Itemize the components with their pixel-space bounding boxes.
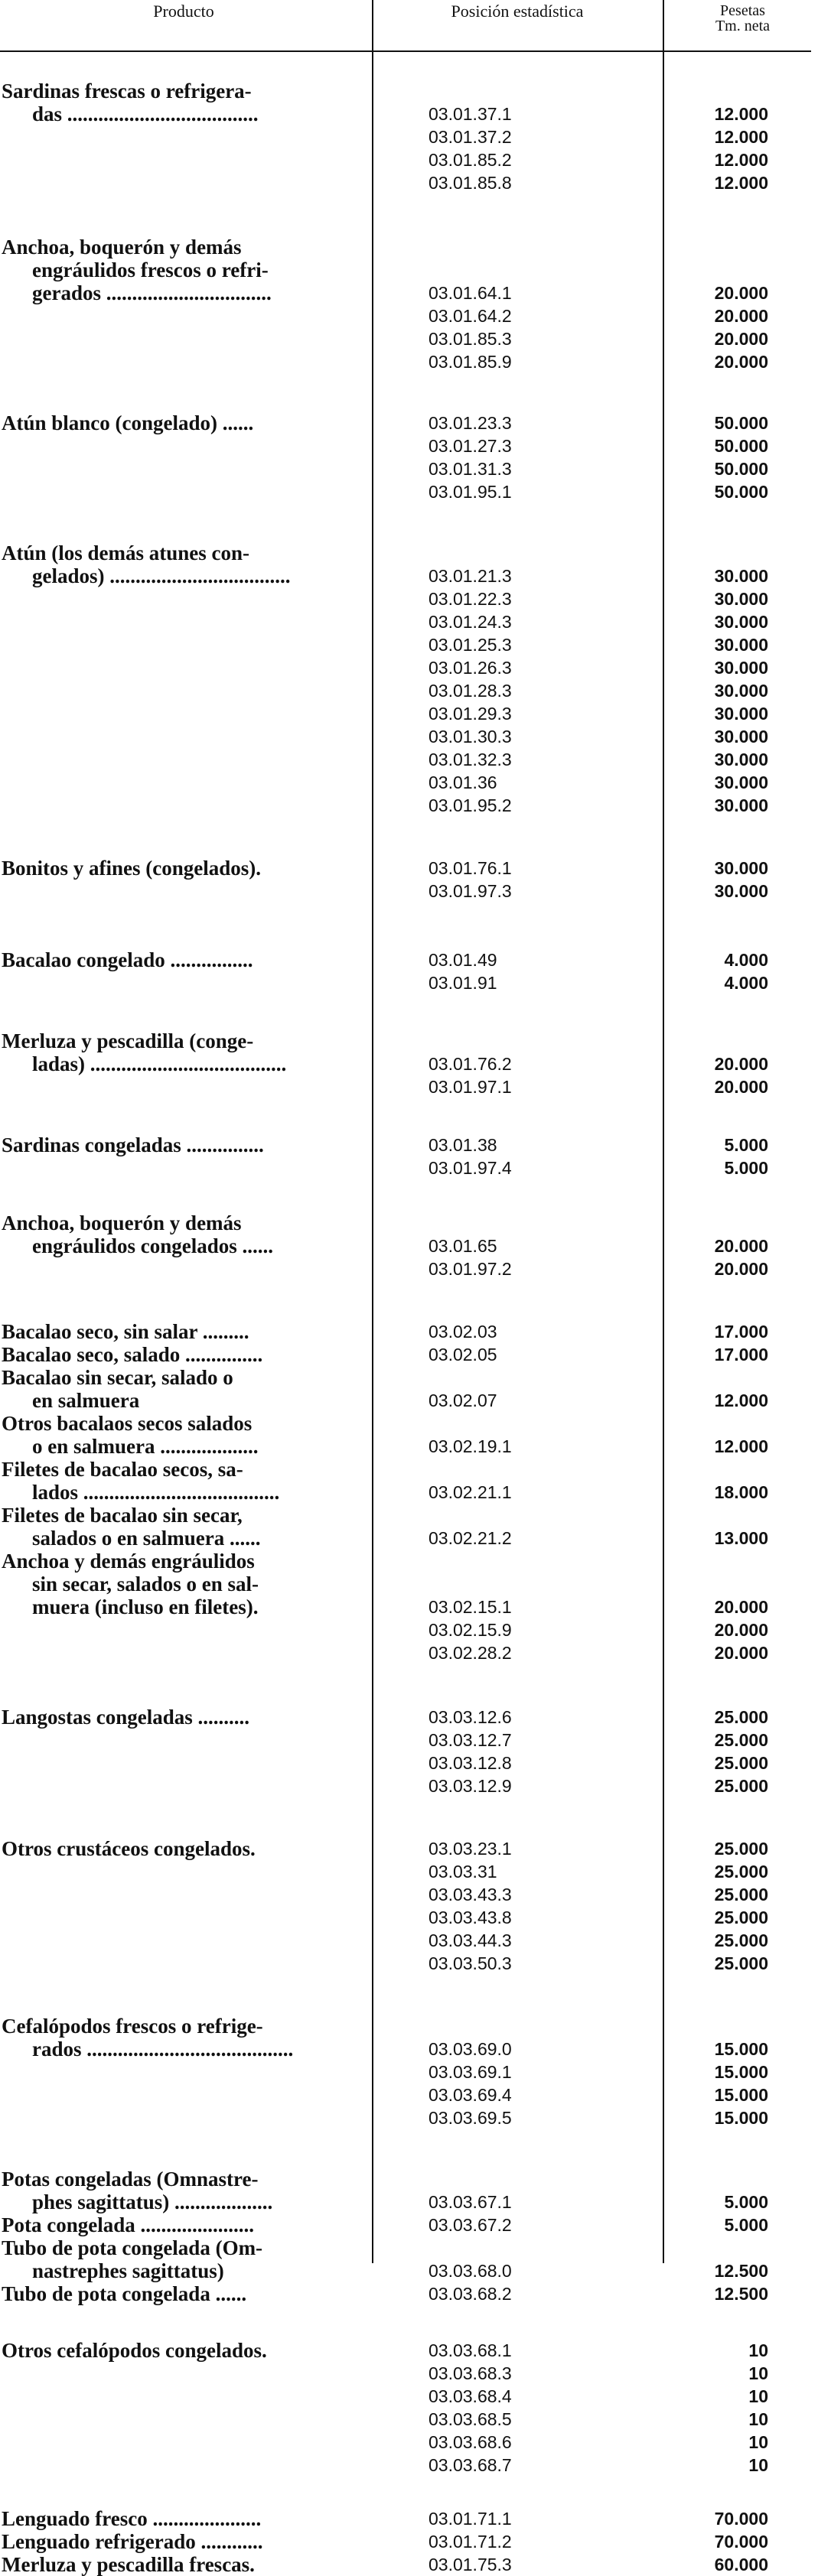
product-group [0, 80, 818, 194]
product-name [2, 1029, 363, 1075]
product-name [2, 1320, 363, 1343]
pesetas-value: 15.000 [714, 2039, 768, 2059]
statistical-position: 03.01.64.1 [429, 283, 512, 303]
product-name-line: sin secar, salados o en sal- [32, 1573, 259, 1595]
statistical-position: 03.03.68.0 [429, 2261, 512, 2281]
statistical-position: 03.03.43.8 [429, 1908, 512, 1927]
product-name-line: en salmuera [32, 1389, 140, 1412]
product-name-line: Anchoa, boquerón y demás [2, 236, 242, 259]
product-name-line: Langostas congeladas .......... [2, 1706, 250, 1729]
pesetas-value: 30.000 [714, 772, 768, 792]
statistical-position: 03.01.29.3 [429, 704, 512, 724]
statistical-position: 03.01.25.3 [429, 635, 512, 655]
product-name-line: Lenguado fresco ..................... [2, 2507, 262, 2530]
pesetas-values [673, 1706, 768, 1797]
statistical-position: 03.01.91 [429, 973, 497, 993]
pesetas-values [673, 2530, 768, 2553]
statistical-positions [429, 1134, 597, 1179]
pesetas-value: 30.000 [714, 681, 768, 701]
statistical-positions [429, 2282, 597, 2305]
product-name-line: Bacalao congelado ................ [2, 948, 253, 971]
product-name [2, 1458, 363, 1504]
statistical-positions [429, 948, 597, 994]
pesetas-value: 12.000 [714, 1390, 768, 1410]
statistical-positions [429, 1837, 597, 1975]
product-name [2, 1412, 363, 1458]
pesetas-values [673, 2282, 768, 2305]
statistical-positions [429, 1706, 597, 1797]
product-name [2, 1504, 363, 1550]
pesetas-value: 30.000 [714, 795, 768, 815]
pesetas-value: 20.000 [714, 1236, 768, 1256]
statistical-positions [429, 102, 597, 194]
statistical-position: 03.01.23.3 [429, 413, 512, 433]
pesetas-value: 30.000 [714, 658, 768, 678]
statistical-position: 03.03.12.9 [429, 1776, 512, 1796]
pesetas-value: 10 [748, 2409, 768, 2429]
pesetas-value: 10 [748, 2340, 768, 2360]
statistical-position: 03.02.07 [429, 1390, 497, 1410]
pesetas-value: 20.000 [714, 306, 768, 326]
product-name-line: Sardinas frescas o refrigera- [2, 80, 252, 102]
pesetas-value: 13.000 [714, 1528, 768, 1548]
product-group [0, 2507, 818, 2530]
product-name-line: Tubo de pota congelada (Om- [2, 2236, 263, 2259]
statistical-positions [429, 411, 597, 503]
statistical-positions [429, 857, 597, 903]
pesetas-value: 20.000 [714, 1643, 768, 1663]
pesetas-value: 30.000 [714, 589, 768, 609]
pesetas-value: 25.000 [714, 1930, 768, 1950]
header-unit-label: Tm. neta [715, 18, 771, 34]
pesetas-value: 20.000 [714, 352, 768, 372]
pesetas-value: 60.000 [714, 2555, 768, 2574]
statistical-position: 03.01.76.2 [429, 1054, 512, 1074]
pesetas-value: 20.000 [714, 1054, 768, 1074]
product-name [2, 2282, 363, 2305]
product-group [0, 2015, 818, 2129]
statistical-position: 03.01.85.9 [429, 352, 512, 372]
product-name-line: Sardinas congeladas ............... [2, 1134, 264, 1156]
product-group [0, 1706, 818, 1797]
statistical-position: 03.03.68.5 [429, 2409, 512, 2429]
pesetas-value: 12.000 [714, 104, 768, 124]
product-group [0, 2213, 818, 2236]
statistical-position: 03.03.12.6 [429, 1707, 512, 1727]
header-pesetas [667, 0, 818, 49]
statistical-position: 03.03.68.3 [429, 2363, 512, 2383]
product-name-line: Lenguado refrigerado ............ [2, 2530, 263, 2553]
product-name [2, 948, 363, 971]
statistical-position: 03.02.15.1 [429, 1597, 512, 1617]
pesetas-value: 4.000 [724, 973, 768, 993]
header-pesetas-label: Pesetas [720, 2, 765, 19]
statistical-position: 03.01.95.1 [429, 482, 512, 502]
statistical-position: 03.03.12.7 [429, 1730, 512, 1750]
product-name [2, 1212, 363, 1257]
product-group [0, 2282, 818, 2305]
product-name-line: Atún (los demás atunes con- [2, 542, 250, 564]
product-name-line: nastrephes sagittatus) [32, 2259, 224, 2282]
statistical-position: 03.01.38 [429, 1135, 497, 1155]
statistical-position: 03.01.26.3 [429, 658, 512, 678]
product-name [2, 857, 363, 880]
product-name-line: Pota congelada ...................... [2, 2213, 254, 2236]
statistical-position: 03.03.43.3 [429, 1885, 512, 1904]
statistical-position: 03.01.75.3 [429, 2555, 512, 2574]
pesetas-value: 4.000 [724, 950, 768, 970]
pesetas-values [673, 2553, 768, 2576]
pesetas-value: 30.000 [714, 858, 768, 878]
product-name-line: Potas congeladas (Omnastre- [2, 2168, 259, 2191]
pesetas-value: 25.000 [714, 1862, 768, 1882]
statistical-position: 03.03.12.8 [429, 1753, 512, 1773]
product-group [0, 1412, 818, 1458]
product-name [2, 2553, 363, 2576]
pesetas-values [673, 564, 768, 817]
pesetas-value: 25.000 [714, 1908, 768, 1927]
pesetas-value: 10 [748, 2386, 768, 2406]
product-name [2, 2168, 363, 2213]
product-group [0, 2553, 818, 2576]
product-name [2, 1706, 363, 1729]
product-name-line: Bacalao seco, sin salar ......... [2, 1320, 249, 1343]
product-name [2, 80, 363, 125]
pesetas-value: 5.000 [724, 2192, 768, 2212]
pesetas-values [673, 857, 768, 903]
product-group [0, 2339, 818, 2477]
pesetas-value: 70.000 [714, 2509, 768, 2529]
product-name-line: Otros bacalaos secos salados [2, 1412, 253, 1435]
pesetas-value: 10 [748, 2363, 768, 2383]
pesetas-value: 25.000 [714, 1839, 768, 1859]
product-name [2, 411, 363, 434]
product-group [0, 542, 818, 817]
pesetas-value: 5.000 [724, 1158, 768, 1178]
pesetas-value: 20.000 [714, 1597, 768, 1617]
statistical-position: 03.02.03 [429, 1322, 497, 1342]
product-name-line: Merluza y pescadilla frescas. [2, 2553, 255, 2576]
pesetas-value: 12.000 [714, 150, 768, 170]
statistical-positions [429, 2339, 597, 2477]
product-name-line: lados ...................................... [32, 1481, 280, 1504]
statistical-position: 03.03.44.3 [429, 1930, 512, 1950]
product-name-line: gelados) ................................... [32, 564, 291, 587]
pesetas-value: 12.000 [714, 127, 768, 147]
statistical-position: 03.01.97.3 [429, 881, 512, 901]
pesetas-value: 50.000 [714, 482, 768, 502]
pesetas-value: 30.000 [714, 704, 768, 724]
header-rule [0, 50, 811, 52]
product-name [2, 542, 363, 587]
product-name-line: Cefalópodos frescos o refrige- [2, 2015, 263, 2038]
statistical-position: 03.01.37.1 [429, 104, 512, 124]
pesetas-values [673, 1595, 768, 1664]
product-group [0, 1366, 818, 1412]
pesetas-value: 12.000 [714, 173, 768, 193]
pesetas-value: 12.500 [714, 2261, 768, 2281]
pesetas-values [673, 1481, 768, 1504]
product-name-line: Anchoa, boquerón y demás [2, 1212, 242, 1234]
product-name-line: phes sagittatus) ................... [32, 2191, 273, 2213]
pesetas-value: 25.000 [714, 1707, 768, 1727]
product-name-line: Atún blanco (congelado) ...... [2, 411, 254, 434]
pesetas-value: 20.000 [714, 329, 768, 349]
pesetas-values [673, 1435, 768, 1458]
statistical-position: 03.01.95.2 [429, 795, 512, 815]
pesetas-value: 20.000 [714, 283, 768, 303]
product-name-line: Otros crustáceos congelados. [2, 1837, 256, 1860]
statistical-position: 03.02.21.1 [429, 1482, 512, 1502]
pesetas-values [673, 1234, 768, 1280]
product-name [2, 1343, 363, 1366]
pesetas-values [673, 1343, 768, 1366]
product-group [0, 1320, 818, 1343]
statistical-positions [429, 2213, 597, 2236]
pesetas-value: 15.000 [714, 2085, 768, 2105]
product-name-line: Otros cefalópodos congelados. [2, 2339, 267, 2362]
statistical-position: 03.01.64.2 [429, 306, 512, 326]
pesetas-value: 25.000 [714, 1885, 768, 1904]
pesetas-value: 15.000 [714, 2108, 768, 2128]
statistical-position: 03.01.36 [429, 772, 497, 792]
header-producto: Producto [153, 2, 214, 21]
product-name-line: Merluza y pescadilla (conge- [2, 1029, 254, 1052]
statistical-positions [429, 1435, 597, 1458]
statistical-positions [429, 1527, 597, 1550]
pesetas-value: 12.000 [714, 1436, 768, 1456]
statistical-positions [429, 1481, 597, 1504]
statistical-positions [429, 1234, 597, 1280]
statistical-position: 03.01.76.1 [429, 858, 512, 878]
statistical-positions [429, 1595, 597, 1664]
statistical-position: 03.03.50.3 [429, 1953, 512, 1973]
pesetas-value: 12.500 [714, 2284, 768, 2304]
pesetas-values [673, 2038, 768, 2129]
statistical-position: 03.03.69.4 [429, 2085, 512, 2105]
product-name-line: das ..................................... [32, 102, 259, 125]
pesetas-value: 10 [748, 2455, 768, 2475]
product-name-line: Filetes de bacalao secos, sa- [2, 1458, 243, 1481]
statistical-positions [429, 1320, 597, 1343]
pesetas-value: 15.000 [714, 2062, 768, 2082]
pesetas-value: 25.000 [714, 1730, 768, 1750]
statistical-position: 03.01.22.3 [429, 589, 512, 609]
pesetas-values [673, 948, 768, 994]
product-group [0, 1029, 818, 1098]
product-name [2, 2339, 363, 2362]
product-group [0, 1504, 818, 1550]
pesetas-value: 50.000 [714, 459, 768, 479]
product-group [0, 2530, 818, 2553]
statistical-position: 03.03.67.2 [429, 2215, 512, 2235]
product-name-line: gerados ................................ [32, 281, 272, 304]
statistical-positions [429, 2553, 597, 2576]
pesetas-value: 20.000 [714, 1077, 768, 1097]
pesetas-value: 30.000 [714, 750, 768, 769]
pesetas-values [673, 281, 768, 373]
pesetas-values [673, 2213, 768, 2236]
statistical-positions [429, 1389, 597, 1412]
pesetas-value: 17.000 [714, 1322, 768, 1342]
pesetas-values [673, 1052, 768, 1098]
statistical-position: 03.02.05 [429, 1345, 497, 1364]
statistical-position: 03.03.31 [429, 1862, 497, 1882]
pesetas-value: 25.000 [714, 1753, 768, 1773]
product-group [0, 1458, 818, 1504]
product-group [0, 857, 818, 903]
statistical-position: 03.02.19.1 [429, 1436, 512, 1456]
product-name [2, 1134, 363, 1156]
statistical-positions [429, 281, 597, 373]
statistical-position: 03.01.49 [429, 950, 497, 970]
pesetas-value: 30.000 [714, 727, 768, 746]
pesetas-values [673, 1837, 768, 1975]
statistical-positions [429, 1343, 597, 1366]
pesetas-values [673, 1320, 768, 1343]
product-name-line: Tubo de pota congelada ...... [2, 2282, 247, 2305]
product-group [0, 1212, 818, 1280]
statistical-position: 03.03.23.1 [429, 1839, 512, 1859]
statistical-position: 03.02.28.2 [429, 1643, 512, 1663]
statistical-position: 03.03.68.1 [429, 2340, 512, 2360]
statistical-position: 03.01.27.3 [429, 436, 512, 456]
product-name [2, 2507, 363, 2530]
product-group [0, 2168, 818, 2213]
product-name [2, 2236, 363, 2282]
statistical-position: 03.03.68.6 [429, 2432, 512, 2452]
pesetas-value: 50.000 [714, 436, 768, 456]
statistical-position: 03.03.68.7 [429, 2455, 512, 2475]
statistical-position: 03.01.85.8 [429, 173, 512, 193]
product-name-line: engráulidos frescos o refri- [32, 259, 269, 281]
statistical-position: 03.02.21.2 [429, 1528, 512, 1548]
statistical-positions [429, 2038, 597, 2129]
statistical-position: 03.01.97.4 [429, 1158, 512, 1178]
pesetas-value: 30.000 [714, 881, 768, 901]
product-name-line: muera (incluso en filetes). [32, 1595, 259, 1618]
product-name [2, 236, 363, 304]
product-name [2, 1366, 363, 1412]
product-name [2, 2530, 363, 2553]
product-group [0, 1343, 818, 1366]
product-name [2, 1837, 363, 1860]
product-name [2, 1550, 363, 1618]
statistical-position: 03.01.85.2 [429, 150, 512, 170]
product-group [0, 236, 818, 373]
pesetas-value: 30.000 [714, 566, 768, 586]
statistical-position: 03.03.68.2 [429, 2284, 512, 2304]
statistical-position: 03.03.69.0 [429, 2039, 512, 2059]
product-name-line: Bonitos y afines (congelados). [2, 857, 262, 880]
pesetas-values [673, 411, 768, 503]
product-group [0, 2236, 818, 2282]
product-name-line: Bacalao seco, salado ............... [2, 1343, 263, 1366]
statistical-positions [429, 2507, 597, 2530]
statistical-position: 03.01.37.2 [429, 127, 512, 147]
statistical-position: 03.01.71.1 [429, 2509, 512, 2529]
product-group [0, 948, 818, 994]
statistical-position: 03.01.97.2 [429, 1259, 512, 1279]
pesetas-value: 70.000 [714, 2532, 768, 2552]
table-body [0, 80, 818, 2576]
pesetas-value: 30.000 [714, 612, 768, 632]
pesetas-values [673, 1134, 768, 1179]
pesetas-values [673, 102, 768, 194]
product-name-line: o en salmuera ................... [32, 1435, 259, 1458]
statistical-positions [429, 564, 597, 817]
pesetas-values [673, 2191, 768, 2213]
pesetas-value: 17.000 [714, 1345, 768, 1364]
product-group [0, 1134, 818, 1179]
pesetas-value: 18.000 [714, 1482, 768, 1502]
statistical-positions [429, 2191, 597, 2213]
product-name-line: engráulidos congelados ...... [32, 1234, 274, 1257]
statistical-position: 03.01.28.3 [429, 681, 512, 701]
pesetas-value: 20.000 [714, 1620, 768, 1640]
pesetas-value: 10 [748, 2432, 768, 2452]
pesetas-values [673, 1527, 768, 1550]
product-name-line: Bacalao sin secar, salado o [2, 1366, 233, 1389]
statistical-position: 03.01.32.3 [429, 750, 512, 769]
product-name-line: Filetes de bacalao sin secar, [2, 1504, 243, 1527]
statistical-position: 03.01.85.3 [429, 329, 512, 349]
pesetas-value: 50.000 [714, 413, 768, 433]
statistical-position: 03.01.24.3 [429, 612, 512, 632]
statistical-position: 03.03.69.5 [429, 2108, 512, 2128]
product-name-line: Anchoa y demás engráulidos [2, 1550, 255, 1573]
pesetas-value: 30.000 [714, 635, 768, 655]
statistical-position: 03.03.68.4 [429, 2386, 512, 2406]
statistical-position: 03.01.30.3 [429, 727, 512, 746]
product-name [2, 2015, 363, 2060]
statistical-position: 03.01.31.3 [429, 459, 512, 479]
pesetas-value: 5.000 [724, 2215, 768, 2235]
product-group [0, 411, 818, 503]
product-name [2, 2213, 363, 2236]
statistical-position: 03.02.15.9 [429, 1620, 512, 1640]
product-name-line: salados o en salmuera ...... [32, 1527, 261, 1550]
pesetas-value: 25.000 [714, 1776, 768, 1796]
statistical-position: 03.01.97.1 [429, 1077, 512, 1097]
pesetas-values [673, 2507, 768, 2530]
product-name-line: rados ........................................ [32, 2038, 294, 2060]
pesetas-values [673, 1389, 768, 1412]
statistical-positions [429, 1052, 597, 1098]
statistical-position: 03.01.71.2 [429, 2532, 512, 2552]
product-name-line: ladas) ...................................... [32, 1052, 287, 1075]
pesetas-value: 25.000 [714, 1953, 768, 1973]
header-posicion: Posición estadística [451, 2, 584, 21]
product-group [0, 1550, 818, 1664]
statistical-position: 03.03.69.1 [429, 2062, 512, 2082]
pesetas-value: 20.000 [714, 1259, 768, 1279]
product-group [0, 1837, 818, 1975]
statistical-position: 03.01.21.3 [429, 566, 512, 586]
pesetas-values [673, 2339, 768, 2477]
statistical-position: 03.01.65 [429, 1236, 497, 1256]
statistical-position: 03.03.67.1 [429, 2192, 512, 2212]
statistical-positions [429, 2530, 597, 2553]
pesetas-value: 5.000 [724, 1135, 768, 1155]
